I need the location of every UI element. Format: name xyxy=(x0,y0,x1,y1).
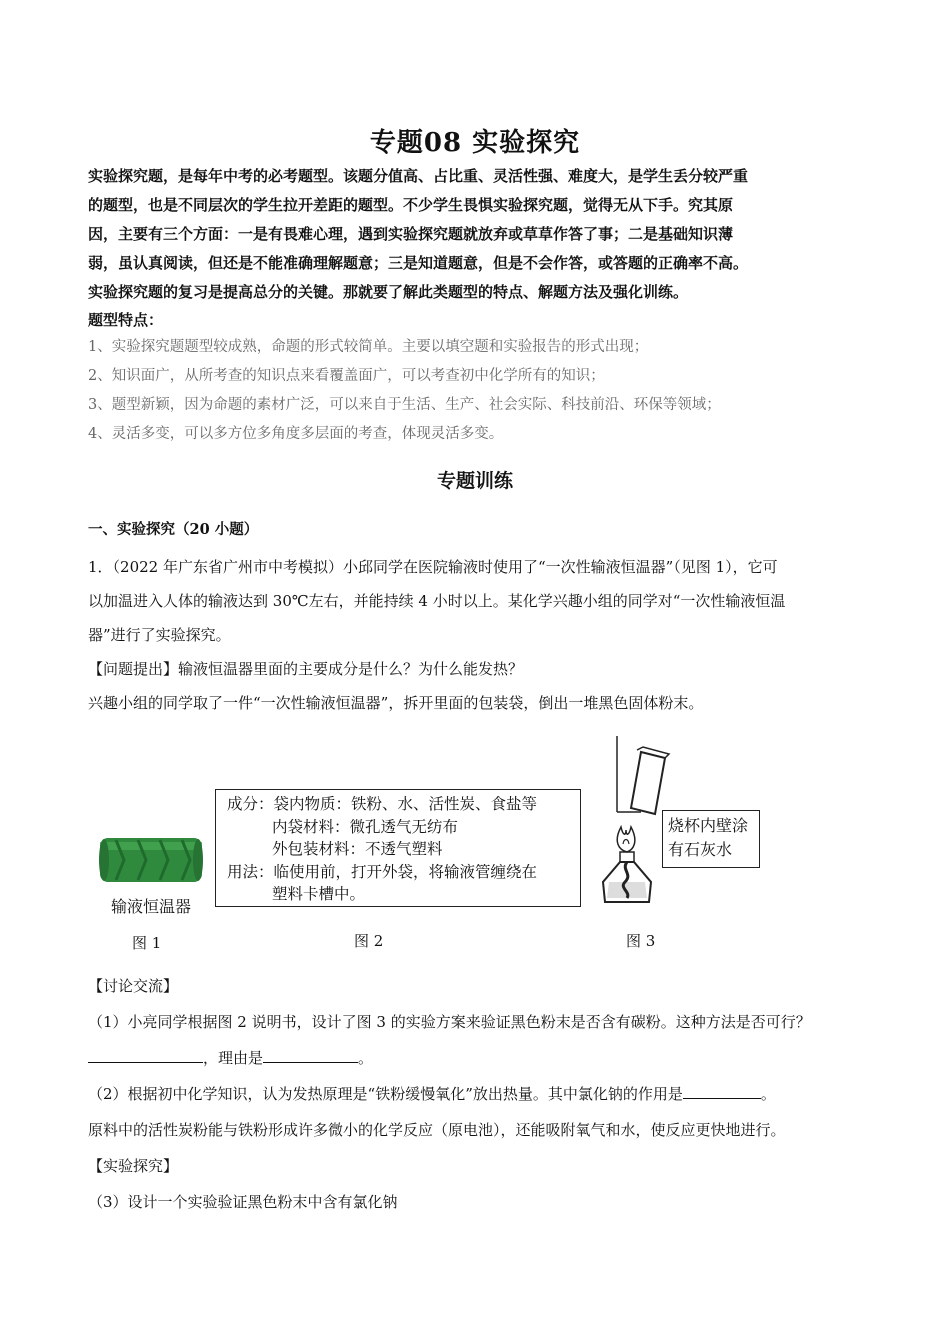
figure-3-box xyxy=(662,810,760,868)
question-1 xyxy=(88,550,878,720)
answer-blank[interactable] xyxy=(263,1042,358,1063)
device-end xyxy=(99,839,109,881)
q2-text: （2）根据初中化学知识，认为发热原理是“铁粉缓慢氧化”放出热量。其中氯化钠的作用是 xyxy=(88,1085,683,1103)
figure-2-box xyxy=(215,789,581,907)
inverted-beaker xyxy=(631,752,665,814)
fig2-line: 内袋材料：微孔透气无纺布 xyxy=(272,817,459,836)
explore-heading: 【实验探究】 xyxy=(88,1157,179,1175)
figure-1-label: 输液恒温器 xyxy=(110,897,191,916)
fig2-line: 用法：临使用前，打开外袋，将输液管缠绕在 xyxy=(227,862,538,881)
q1-end: 。 xyxy=(358,1049,374,1067)
intro-line: 弱，虽认真阅读，但还是不能准确理解题意；三是知道题意，但是不会作答，或答题的正确率不高。 xyxy=(88,254,749,272)
intro-line: 实验探究题，是每年中考的必考题型。该题分值高、占比重、灵活性强、难度大，是学生丢分较严重 xyxy=(88,167,749,185)
answer-blank[interactable] xyxy=(683,1078,761,1099)
q2-end: 。 xyxy=(760,1085,776,1103)
intro-paragraph xyxy=(88,162,868,333)
fig2-line: 外包装材料：不透气塑料 xyxy=(272,840,443,858)
question-line: 1．（2022 年广东省广州市中考模拟）小邱同学在医院输液时使用了“一次性输液恒温器”（见图 1），它可 xyxy=(88,558,778,576)
figure-1-caption: 图 1 xyxy=(132,934,162,952)
fig3-line: 烧杯内壁涂 xyxy=(668,816,749,835)
intro-line: 实验探究题的复习是提高总分的关键。那就要了解此类题型的特点、解题方法及强化训练。 xyxy=(88,283,689,301)
figure-1 xyxy=(96,830,206,930)
features-list xyxy=(88,333,868,449)
features-heading: 题型特点： xyxy=(88,311,164,329)
discussion-heading: 【讨论交流】 xyxy=(88,977,179,995)
question-line: 以加温进入人体的输液达到 30℃左右，并能持续 4 小时以上。某化学兴趣小组的同学对“一次性输液恒温 xyxy=(88,592,786,610)
page-title: 专题08 实验探究 xyxy=(369,128,581,158)
flame-inner xyxy=(623,840,629,845)
fig2-line: 塑料卡槽中。 xyxy=(272,885,366,903)
feature-item: 4、灵活多变，可以多方位多角度多层面的考查，体现灵活多变。 xyxy=(88,426,504,442)
answer-blank[interactable] xyxy=(88,1042,203,1063)
question-line: 兴趣小组的同学取了一件“一次性输液恒温器”，拆开里面的包装袋，倒出一堆黑色固体粉末。 xyxy=(88,694,704,712)
feature-item: 1、实验探究题题型较成熟，命题的形式较简单。主要以填空题和实验报告的形式出现； xyxy=(88,339,649,355)
discussion-block xyxy=(88,968,878,1220)
fig3-line: 有石灰水 xyxy=(668,840,733,859)
infusion-warmer-image xyxy=(96,830,206,890)
question-line: 器”进行了实验探究。 xyxy=(88,626,231,644)
feature-item: 2、知识面广，从所考查的知识点来看覆盖面广，可以考查初中化学所有的知识； xyxy=(88,368,605,384)
device-end xyxy=(193,839,203,881)
section-heading: 一、实验探究（20 小题） xyxy=(88,521,259,538)
q1-text: （1）小亮同学根据图 2 说明书，设计了图 3 的实验方案来验证黑色粉末是否含有碳粉。这种方法是否可行？ xyxy=(88,1013,811,1031)
figure-3-apparatus xyxy=(593,732,673,912)
figure-2-caption: 图 2 xyxy=(354,932,384,950)
figures-row xyxy=(88,732,878,962)
q1-mid: ，理由是 xyxy=(203,1049,264,1067)
q2-line xyxy=(88,1076,878,1112)
feature-item: 3、题型新颖，因为命题的素材广泛，可以来自于生活、生产、社会实际、科技前沿、环保等领域； xyxy=(88,397,721,413)
section-subtitle: 专题训练 xyxy=(436,470,513,492)
intro-line: 的题型，也是不同层次的学生拉开差距的题型。不少学生畏惧实验探究题，觉得无从下手。究其原 xyxy=(88,196,734,214)
note-text: 原料中的活性炭粉能与铁粉形成许多微小的化学反应（原电池），还能吸附氧气和水，使反应更快地进行。 xyxy=(88,1121,786,1139)
figure-3-caption: 图 3 xyxy=(626,932,656,950)
intro-line: 因，主要有三个方面：一是有畏难心理，遇到实验探究题就放弃或草草作答了事；二是基础知识薄 xyxy=(88,225,734,243)
burner-neck xyxy=(620,852,634,862)
q1-answer-line xyxy=(88,1040,878,1076)
fig2-line: 成分：袋内物质：铁粉、水、活性炭、食盐等 xyxy=(227,795,538,813)
question-line: 【问题提出】输液恒温器里面的主要成分是什么？为什么能发热？ xyxy=(88,660,524,678)
q3-text: （3）设计一个实验验证黑色粉末中含有氯化钠 xyxy=(88,1193,398,1211)
